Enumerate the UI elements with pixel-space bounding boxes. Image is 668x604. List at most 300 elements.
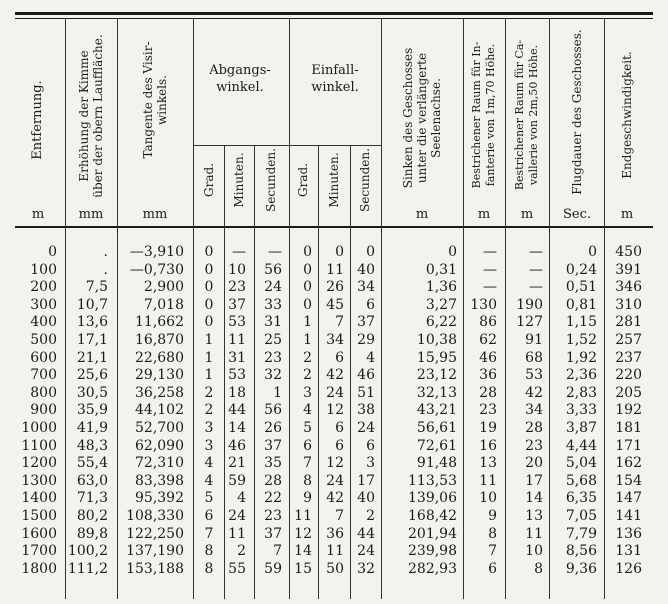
cell-abgang-secunden: 37	[264, 437, 282, 454]
cell-raum-kavallerie: 23	[525, 437, 543, 454]
cell-raum-kavallerie: 68	[525, 349, 543, 366]
cell-tangente: 108,330	[126, 508, 184, 524]
cell-einfall-secunden: 44	[357, 525, 375, 542]
cell-endgeschwindigkeit: 346	[615, 279, 642, 296]
cell-einfall-minuten: 7	[335, 508, 344, 524]
cell-einfall-secunden: 34	[357, 279, 375, 296]
cell-abgang-minuten: 21	[228, 455, 246, 472]
cell-abgang-grad: 0	[204, 279, 214, 296]
cell-abgang-secunden: 56	[264, 402, 282, 419]
cell-abgang-minuten: 2	[237, 543, 246, 560]
cell-abgang-minuten: 4	[237, 490, 246, 507]
cell-raum-infanterie: 28	[479, 384, 497, 401]
cell-raum-infanterie: 8	[488, 525, 497, 542]
cell-einfall-grad: 2	[303, 367, 312, 384]
cell-raum-kavallerie: 53	[525, 367, 543, 384]
cell-tangente: 137,190	[126, 543, 184, 560]
subheader-einfall-minuten: Minuten.	[327, 152, 341, 208]
cell-flugdauer: 1,52	[565, 332, 597, 348]
cell-entfernung: 600	[30, 349, 57, 366]
cell-sinken: 43,21	[416, 402, 457, 419]
cell-raum-kavallerie: 127	[516, 314, 543, 331]
cell-endgeschwindigkeit: 141	[615, 508, 642, 524]
subheader-abgang-minuten: Minuten.	[232, 152, 246, 208]
table-row	[0, 244, 668, 261]
cell-abgang-grad: 0	[204, 261, 214, 278]
cell-raum-infanterie: 7	[488, 543, 497, 560]
cell-tangente: 29,130	[135, 367, 184, 384]
table-row	[0, 420, 668, 437]
cell-einfall-minuten: 24	[326, 472, 344, 489]
cell-tangente: 2,900	[143, 279, 184, 296]
cell-einfall-secunden: 40	[357, 490, 375, 507]
cell-erhoehung: 13,6	[76, 314, 108, 331]
table-row	[0, 350, 668, 367]
cell-einfall-minuten: 42	[326, 490, 344, 507]
cell-einfall-grad: 2	[303, 349, 312, 366]
cell-raum-kavallerie: 10	[525, 543, 543, 560]
cell-einfall-secunden: 32	[357, 560, 375, 577]
cell-einfall-secunden: 0	[366, 244, 375, 260]
cell-erhoehung: 7,5	[85, 279, 108, 296]
cell-tangente: 95,392	[135, 490, 184, 507]
cell-einfall-secunden: 3	[366, 455, 375, 472]
cell-erhoehung: 100,2	[67, 543, 108, 560]
cell-einfall-grad: 1	[303, 332, 312, 348]
cell-einfall-grad: 6	[303, 437, 312, 454]
cell-raum-kavallerie: —	[529, 244, 543, 260]
cell-abgang-secunden: 56	[264, 261, 282, 278]
cell-raum-kavallerie: 34	[525, 402, 543, 419]
header-erhoehung: Erhöhung der Kimme über der obern Lauffläche.	[77, 34, 105, 198]
cell-erhoehung: .	[103, 244, 108, 260]
unit-raum-infanterie: m	[477, 207, 491, 222]
cell-sinken: 239,98	[408, 543, 457, 560]
cell-abgang-secunden: 24	[264, 279, 282, 296]
cell-flugdauer: 0,81	[565, 296, 597, 313]
cell-einfall-grad: 0	[303, 279, 312, 296]
cell-abgang-minuten: 11	[228, 332, 246, 348]
cell-entfernung: 1400	[21, 490, 57, 507]
cell-tangente: 36,258	[135, 384, 184, 401]
cell-abgang-secunden: 1	[273, 384, 282, 401]
cell-raum-kavallerie: 91	[525, 332, 543, 348]
cell-einfall-grad: 0	[303, 261, 312, 278]
cell-tangente: 44,102	[135, 402, 184, 419]
table-row	[0, 297, 668, 314]
cell-einfall-secunden: 2	[366, 508, 375, 524]
cell-einfall-secunden: 37	[357, 314, 375, 331]
cell-erhoehung: 25,6	[76, 367, 108, 384]
cell-abgang-minuten: 24	[228, 508, 246, 524]
cell-abgang-secunden: 7	[273, 543, 282, 560]
cell-erhoehung: 63,0	[76, 472, 108, 489]
cell-erhoehung: 21,1	[76, 349, 108, 366]
cell-abgang-grad: 2	[204, 384, 214, 401]
cell-tangente: 62,090	[135, 437, 184, 454]
cell-abgang-secunden: 28	[264, 472, 282, 489]
subheader-rule-einfall	[289, 145, 381, 146]
table-row	[0, 543, 668, 560]
unit-sinken: m	[415, 207, 429, 222]
cell-flugdauer: 3,87	[565, 420, 597, 436]
cell-abgang-grad: 0	[204, 314, 214, 331]
cell-abgang-secunden: 22	[264, 490, 282, 507]
cell-abgang-secunden: 32	[264, 367, 282, 384]
cell-flugdauer: 3,33	[565, 402, 597, 419]
cell-abgang-minuten: 37	[228, 296, 246, 313]
table-row	[0, 332, 668, 349]
cell-endgeschwindigkeit: 391	[615, 261, 642, 278]
cell-raum-infanterie: 46	[479, 349, 497, 366]
table-row	[0, 473, 668, 490]
cell-entfernung: 1300	[21, 472, 57, 489]
cell-einfall-minuten: 6	[335, 437, 344, 454]
cell-raum-kavallerie: —	[529, 279, 543, 296]
cell-endgeschwindigkeit: 131	[615, 543, 642, 560]
cell-flugdauer: 5,68	[565, 472, 597, 489]
cell-endgeschwindigkeit: 310	[615, 296, 642, 313]
cell-raum-kavallerie: —	[529, 261, 543, 278]
cell-einfall-minuten: 50	[326, 560, 344, 577]
cell-flugdauer: 7,79	[565, 525, 597, 542]
cell-einfall-minuten: 11	[326, 543, 344, 560]
subheader-abgang-secunden: Secunden.	[264, 148, 278, 212]
cell-flugdauer: 0,51	[565, 279, 597, 296]
cell-endgeschwindigkeit: 154	[615, 472, 642, 489]
cell-raum-infanterie: —	[483, 244, 497, 260]
cell-abgang-grad: 1	[204, 332, 214, 348]
cell-einfall-grad: 1	[303, 314, 312, 331]
cell-flugdauer: 9,36	[565, 560, 597, 577]
cell-einfall-grad: 8	[303, 472, 312, 489]
cell-einfall-minuten: 11	[326, 261, 344, 278]
cell-raum-kavallerie: 13	[525, 508, 543, 524]
cell-sinken: 91,48	[416, 455, 457, 472]
cell-abgang-secunden: 31	[264, 314, 282, 331]
cell-abgang-minuten: 18	[228, 384, 246, 401]
cell-tangente: 52,700	[135, 420, 184, 436]
cell-sinken: 15,95	[416, 349, 457, 366]
cell-einfall-minuten: 6	[335, 420, 344, 436]
cell-sinken: 139,06	[408, 490, 457, 507]
cell-raum-kavallerie: 42	[525, 384, 543, 401]
cell-endgeschwindigkeit: 281	[615, 314, 642, 331]
cell-entfernung: 700	[30, 367, 57, 384]
subheader-einfall-grad: Grad.	[296, 163, 310, 197]
table-row	[0, 279, 668, 296]
cell-sinken: 3,27	[425, 296, 457, 313]
cell-entfernung: 1800	[21, 560, 57, 577]
cell-endgeschwindigkeit: 450	[615, 244, 642, 260]
cell-einfall-grad: 15	[294, 560, 312, 577]
cell-sinken: 113,53	[408, 472, 457, 489]
cell-flugdauer: 2,36	[565, 367, 597, 384]
cell-entfernung: 400	[30, 314, 57, 331]
cell-abgang-grad: 7	[204, 525, 214, 542]
cell-einfall-grad: 14	[294, 543, 312, 560]
cell-einfall-minuten: 24	[326, 384, 344, 401]
cell-entfernung: 1600	[21, 525, 57, 542]
cell-erhoehung: 71,3	[76, 490, 108, 507]
cell-entfernung: 900	[30, 402, 57, 419]
cell-abgang-grad: 2	[204, 402, 214, 419]
cell-einfall-minuten: 12	[326, 455, 344, 472]
table-row	[0, 526, 668, 543]
cell-endgeschwindigkeit: 181	[615, 420, 642, 436]
cell-endgeschwindigkeit: 192	[615, 402, 642, 419]
cell-raum-infanterie: —	[483, 279, 497, 296]
cell-abgang-minuten: 53	[228, 314, 246, 331]
header-entfernung: Entfernung.	[30, 80, 45, 160]
cell-einfall-minuten: 0	[335, 244, 344, 260]
cell-raum-infanterie: —	[483, 261, 497, 278]
cell-flugdauer: 6,35	[565, 490, 597, 507]
cell-entfernung: 1700	[21, 543, 57, 560]
cell-abgang-grad: 4	[204, 472, 214, 489]
cell-abgang-minuten: 53	[228, 367, 246, 384]
cell-abgang-grad: 0	[204, 244, 214, 260]
cell-einfall-grad: 0	[303, 244, 312, 260]
cell-endgeschwindigkeit: 126	[615, 560, 642, 577]
cell-sinken: 1,36	[425, 279, 457, 296]
cell-erhoehung: 35,9	[76, 402, 108, 419]
unit-entfernung: m	[31, 207, 45, 222]
cell-sinken: 32,13	[416, 384, 457, 401]
cell-raum-infanterie: 16	[479, 437, 497, 454]
cell-einfall-secunden: 17	[357, 472, 375, 489]
cell-sinken: 0	[448, 244, 457, 260]
table-row	[0, 561, 668, 578]
cell-abgang-secunden: 23	[264, 349, 282, 366]
cell-erhoehung: 17,1	[76, 332, 108, 348]
cell-abgang-grad: 8	[204, 560, 214, 577]
top-rule-thin	[15, 18, 653, 19]
cell-raum-kavallerie: 28	[525, 420, 543, 436]
cell-einfall-secunden: 24	[357, 420, 375, 436]
cell-sinken: 6,22	[425, 314, 457, 331]
cell-tangente: 7,018	[143, 296, 184, 313]
cell-erhoehung: 30,5	[76, 384, 108, 401]
unit-raum-kavallerie: m	[520, 207, 534, 222]
cell-flugdauer: 1,92	[565, 349, 597, 366]
cell-abgang-grad: 3	[204, 437, 214, 454]
cell-abgang-secunden: —	[268, 244, 282, 260]
cell-abgang-grad: 3	[204, 420, 214, 436]
cell-einfall-secunden: 38	[357, 402, 375, 419]
table-row	[0, 314, 668, 331]
cell-einfall-grad: 5	[303, 420, 312, 436]
cell-einfall-grad: 7	[303, 455, 312, 472]
cell-abgang-minuten: 46	[228, 437, 246, 454]
cell-raum-infanterie: 10	[479, 490, 497, 507]
header-sinken: Sinken des Geschosses unter die verlängerte Seelenachse.	[401, 47, 443, 189]
cell-einfall-minuten: 34	[326, 332, 344, 348]
cell-abgang-secunden: 33	[264, 296, 282, 313]
top-rule-thick	[15, 12, 653, 15]
cell-entfernung: 1000	[21, 420, 57, 436]
cell-raum-infanterie: 11	[479, 472, 497, 489]
table-row	[0, 438, 668, 455]
cell-sinken: 282,93	[408, 560, 457, 577]
cell-flugdauer: 1,15	[565, 314, 597, 331]
subheader-rule-abgang	[193, 145, 289, 146]
cell-abgang-minuten: 31	[228, 349, 246, 366]
cell-abgang-minuten: 14	[228, 420, 246, 436]
cell-endgeschwindigkeit: 171	[615, 437, 642, 454]
cell-entfernung: 1200	[21, 455, 57, 472]
header-tangente: Tangente des Visir- winkels.	[141, 41, 169, 159]
cell-einfall-secunden: 6	[366, 437, 375, 454]
cell-raum-infanterie: 6	[488, 560, 497, 577]
cell-entfernung: 100	[30, 261, 57, 278]
unit-erhoehung: mm	[78, 207, 104, 222]
cell-sinken: 168,42	[408, 508, 457, 524]
cell-entfernung: 1100	[21, 437, 57, 454]
cell-entfernung: 1500	[21, 508, 57, 524]
cell-einfall-secunden: 6	[366, 296, 375, 313]
cell-abgang-secunden: 35	[264, 455, 282, 472]
table-row	[0, 385, 668, 402]
cell-raum-kavallerie: 20	[525, 455, 543, 472]
cell-abgang-grad: 8	[204, 543, 214, 560]
cell-tangente: 153,188	[126, 560, 184, 577]
cell-einfall-minuten: 7	[335, 314, 344, 331]
cell-abgang-minuten: 10	[228, 261, 246, 278]
cell-endgeschwindigkeit: 205	[615, 384, 642, 401]
header-bottom-rule	[15, 226, 653, 228]
cell-raum-infanterie: 13	[479, 455, 497, 472]
cell-flugdauer: 0,24	[565, 261, 597, 278]
cell-flugdauer: 7,05	[565, 508, 597, 524]
cell-sinken: 72,61	[416, 437, 457, 454]
cell-raum-infanterie: 36	[479, 367, 497, 384]
cell-raum-kavallerie: 14	[525, 490, 543, 507]
cell-einfall-secunden: 46	[357, 367, 375, 384]
cell-raum-infanterie: 19	[479, 420, 497, 436]
subheader-abgang-grad: Grad.	[202, 163, 216, 197]
header-flugdauer: Flugdauer des Geschosses.	[570, 29, 584, 195]
cell-abgang-grad: 6	[204, 508, 214, 524]
cell-endgeschwindigkeit: 147	[615, 490, 642, 507]
cell-raum-kavallerie: 190	[516, 296, 543, 313]
cell-einfall-grad: 11	[294, 508, 312, 524]
cell-sinken: 201,94	[408, 525, 457, 542]
cell-flugdauer: 5,04	[565, 455, 597, 472]
cell-erhoehung: 41,9	[76, 420, 108, 436]
cell-erhoehung: 10,7	[76, 296, 108, 313]
cell-entfernung: 800	[30, 384, 57, 401]
cell-erhoehung: 111,2	[67, 560, 108, 577]
cell-erhoehung: 48,3	[76, 437, 108, 454]
cell-tangente: 22,680	[135, 349, 184, 366]
cell-einfall-minuten: 26	[326, 279, 344, 296]
cell-raum-infanterie: 130	[470, 296, 497, 313]
cell-abgang-minuten: 11	[228, 525, 246, 542]
cell-endgeschwindigkeit: 237	[615, 349, 642, 366]
cell-abgang-grad: 0	[204, 296, 214, 313]
cell-abgang-minuten: 23	[228, 279, 246, 296]
cell-abgang-minuten: 59	[228, 472, 246, 489]
cell-abgang-secunden: 59	[264, 560, 282, 577]
table-row	[0, 262, 668, 279]
cell-einfall-minuten: 6	[335, 349, 344, 366]
cell-abgang-grad: 1	[204, 367, 214, 384]
cell-abgang-secunden: 37	[264, 525, 282, 542]
cell-tangente: 11,662	[135, 314, 184, 331]
cell-entfernung: 200	[30, 279, 57, 296]
table-row	[0, 508, 668, 525]
header-raum-kavallerie: Bestrichener Raum für Ca- vallerie von 2m,50 Höhe.	[513, 39, 540, 191]
cell-einfall-minuten: 45	[326, 296, 344, 313]
cell-erhoehung: 55,4	[76, 455, 108, 472]
cell-einfall-grad: 3	[303, 384, 312, 401]
cell-entfernung: 300	[30, 296, 57, 313]
cell-einfall-secunden: 51	[357, 384, 375, 401]
cell-einfall-secunden: 4	[366, 349, 375, 366]
subheader-einfall-secunden: Secunden.	[358, 148, 372, 212]
cell-einfall-grad: 12	[294, 525, 312, 542]
cell-sinken: 0,31	[425, 261, 457, 278]
cell-einfall-minuten: 36	[326, 525, 344, 542]
unit-endgeschwindigkeit: m	[620, 207, 634, 222]
cell-abgang-grad: 4	[204, 455, 214, 472]
cell-einfall-minuten: 42	[326, 367, 344, 384]
cell-flugdauer: 4,44	[565, 437, 597, 454]
cell-sinken: 10,38	[416, 332, 457, 348]
cell-tangente: 83,398	[135, 472, 184, 489]
cell-einfall-secunden: 29	[357, 332, 375, 348]
cell-abgang-grad: 5	[204, 490, 214, 507]
cell-einfall-grad: 0	[303, 296, 312, 313]
header-einfallwinkel: Einfall- winkel.	[311, 63, 359, 95]
table-row	[0, 402, 668, 419]
cell-tangente: —0,730	[129, 261, 184, 278]
cell-abgang-minuten: —	[232, 244, 246, 260]
cell-erhoehung: 80,2	[76, 508, 108, 524]
cell-endgeschwindigkeit: 220	[615, 367, 642, 384]
cell-sinken: 23,12	[416, 367, 457, 384]
cell-einfall-grad: 9	[303, 490, 312, 507]
cell-abgang-secunden: 25	[264, 332, 282, 348]
cell-flugdauer: 2,83	[565, 384, 597, 401]
cell-endgeschwindigkeit: 136	[615, 525, 642, 542]
header-raum-infanterie: Bestrichener Raum für In- fanterie von 1m,70 Höhe.	[470, 41, 497, 189]
unit-flugdauer: Sec.	[562, 207, 592, 222]
header-endgeschwindigkeit: Endgeschwindigkeit.	[620, 51, 634, 179]
header-abgangswinkel: Abgangs- winkel.	[209, 63, 271, 95]
cell-tangente: 16,870	[135, 332, 184, 348]
cell-endgeschwindigkeit: 257	[615, 332, 642, 348]
cell-abgang-minuten: 44	[228, 402, 246, 419]
cell-raum-infanterie: 62	[479, 332, 497, 348]
cell-einfall-secunden: 40	[357, 261, 375, 278]
cell-raum-kavallerie: 8	[534, 560, 543, 577]
cell-tangente: 122,250	[126, 525, 184, 542]
cell-endgeschwindigkeit: 162	[615, 455, 642, 472]
unit-tangente: mm	[142, 207, 168, 222]
cell-entfernung: 0	[48, 244, 57, 260]
cell-raum-kavallerie: 11	[525, 525, 543, 542]
cell-einfall-minuten: 12	[326, 402, 344, 419]
cell-raum-kavallerie: 17	[525, 472, 543, 489]
cell-raum-infanterie: 9	[488, 508, 497, 524]
cell-abgang-minuten: 55	[228, 560, 246, 577]
table-row	[0, 490, 668, 507]
cell-sinken: 56,61	[416, 420, 457, 436]
cell-abgang-secunden: 26	[264, 420, 282, 436]
cell-abgang-secunden: 23	[264, 508, 282, 524]
